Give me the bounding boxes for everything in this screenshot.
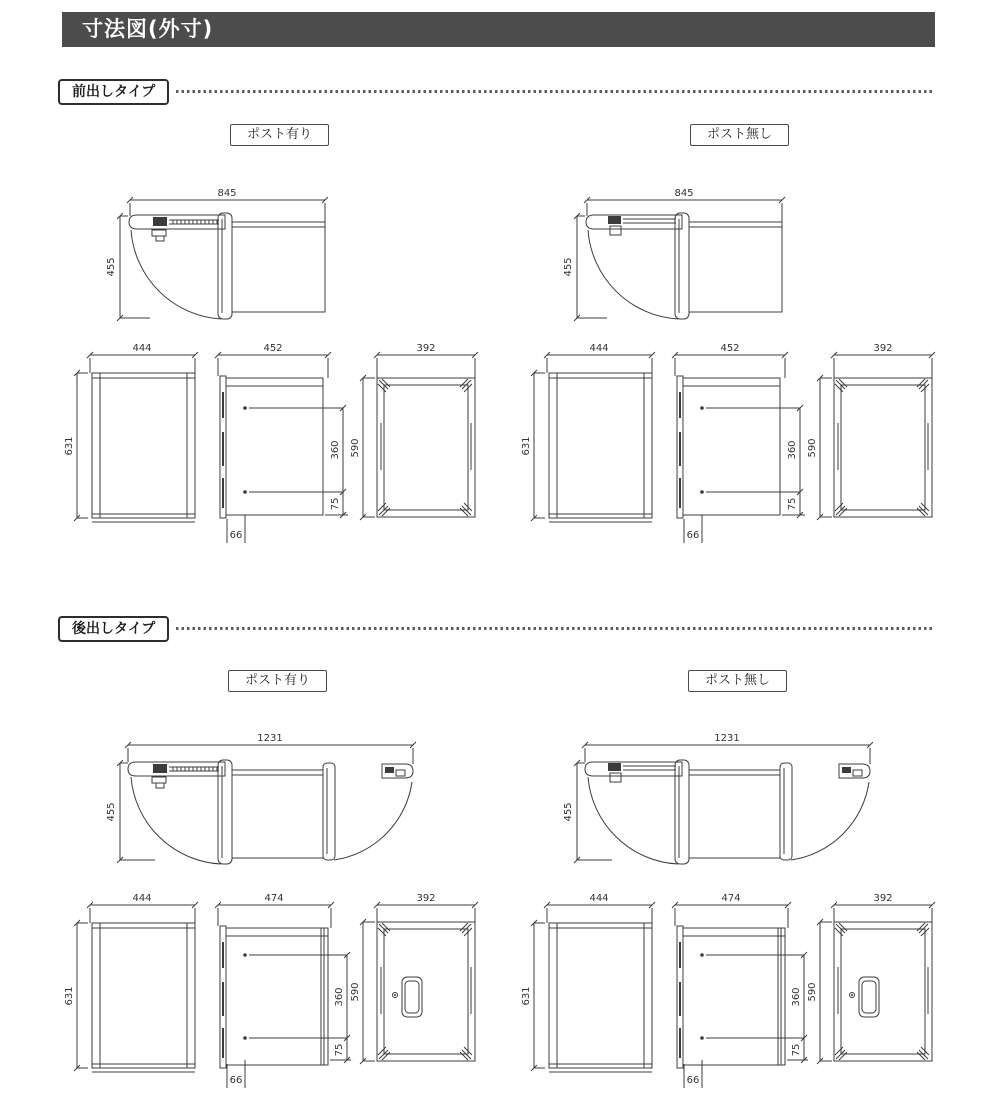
dim-overall-depth: 455 [106,257,117,277]
variant-label-with-post: ポスト有り [228,670,327,692]
dim-door-step: 66 [686,1075,700,1086]
dim-front-height: 631 [64,436,75,456]
dim-hole-pitch: 360 [330,440,341,460]
rear-quadrant-line-art [74,742,478,1088]
dim-back-height: 590 [807,438,818,458]
variant-label-without-post: ポスト無し [688,670,787,692]
dim-hole-pitch: 360 [791,987,802,1007]
section-label-rear-type: 後出しタイプ [58,616,169,642]
dim-overall-width: 1231 [714,733,740,744]
front-type-without-post-drawing [512,178,942,563]
dim-back-width: 392 [416,893,436,904]
dim-side-depth: 474 [264,893,284,904]
dim-back-width: 392 [416,343,436,354]
dim-back-height: 590 [807,982,818,1002]
dim-front-width: 444 [132,343,152,354]
section-label-front-type: 前出しタイプ [58,79,169,105]
dim-door-step: 66 [229,530,243,541]
dim-overall-width: 845 [217,188,237,199]
dim-back-width: 392 [873,893,893,904]
dim-overall-depth: 455 [563,802,574,822]
dim-door-step: 66 [229,1075,243,1086]
dim-front-width: 444 [132,893,152,904]
dim-front-width: 444 [589,893,609,904]
plain-door-detail [608,763,676,782]
front-type-with-post-drawing [55,178,485,563]
dim-side-depth: 474 [721,893,741,904]
rear-type-with-post-drawing [55,718,485,1101]
dim-overall-width: 1231 [257,733,283,744]
dim-back-height: 590 [350,982,361,1002]
dim-side-depth: 452 [263,343,283,354]
page-title: 寸法図(外寸) [62,12,935,47]
dim-hole-bottom: 75 [787,497,798,511]
dim-front-height: 631 [521,986,532,1006]
dim-hole-pitch: 360 [787,440,798,460]
dim-side-depth: 452 [720,343,740,354]
dim-hole-bottom: 75 [334,1043,345,1057]
rear-quadrant-line-art [531,742,935,1088]
dim-front-width: 444 [589,343,609,354]
dim-overall-depth: 455 [563,257,574,277]
front-quadrant-line-art [531,197,935,543]
dim-overall-width: 845 [674,188,694,199]
dim-hole-pitch: 360 [334,987,345,1007]
dim-overall-depth: 455 [106,802,117,822]
dim-back-height: 590 [350,438,361,458]
variant-label-with-post: ポスト有り [230,124,329,146]
dim-hole-bottom: 75 [791,1043,802,1057]
variant-label-without-post: ポスト無し [690,124,789,146]
dotted-divider [176,90,934,93]
rear-type-without-post-drawing [512,718,942,1101]
dim-hole-bottom: 75 [330,497,341,511]
dim-back-width: 392 [873,343,893,354]
dotted-divider [176,627,934,630]
dim-door-step: 66 [686,530,700,541]
dim-front-height: 631 [64,986,75,1006]
front-quadrant-line-art [74,197,478,543]
dim-front-height: 631 [521,436,532,456]
plain-door-detail [608,216,676,235]
